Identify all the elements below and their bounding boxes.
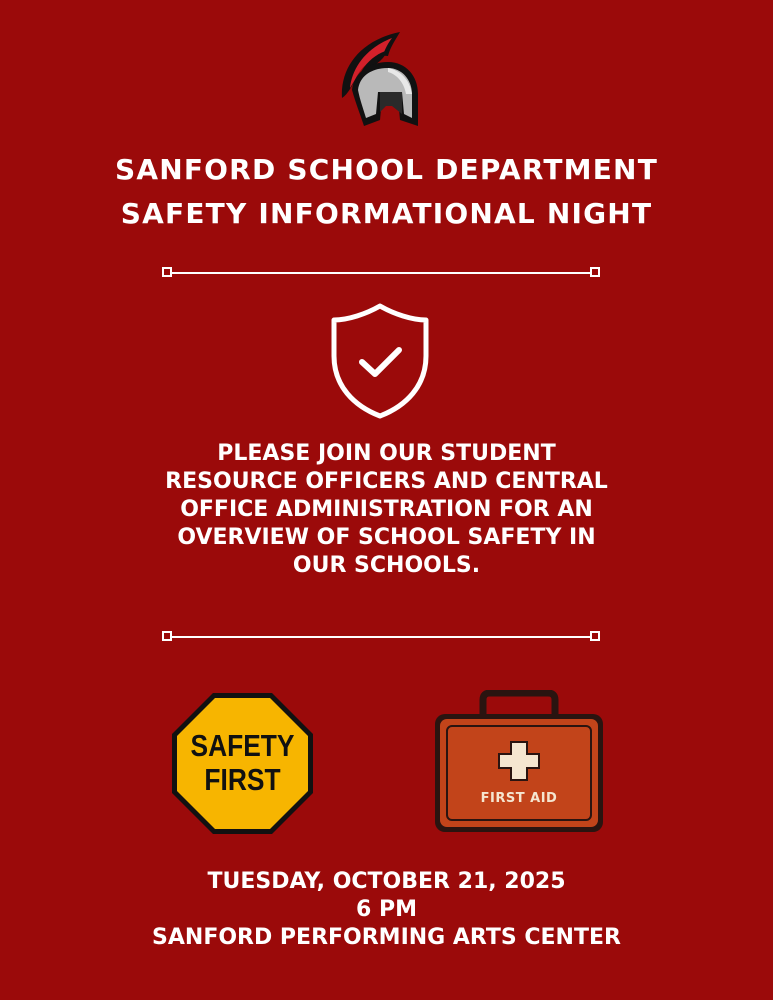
divider-top [162,266,600,280]
event-date: TUESDAY, OCTOBER 21, 2025 [207,869,566,894]
sign-text-line-2: FIRST [204,762,281,797]
sign-text-line-1: SAFETY [190,728,295,763]
title-line-1: SANFORD SCHOOL DEPARTMENT [114,153,658,186]
spartan-helmet-logo [330,28,422,130]
event-time: 6 PM [356,897,417,922]
title-line-2: SAFETY INFORMATIONAL NIGHT [120,197,653,230]
first-aid-kit [433,690,605,835]
event-description: PLEASE JOIN OUR STUDENT RESOURCE OFFICERS AND CENTRAL OFFICE ADMINISTRATION FOR AN OVERVIEW OF SCHOOL SAFETY IN OUR SCHOOLS. [165,441,608,578]
event-venue: SANFORD PERFORMING ARTS CENTER [152,925,621,950]
shield-check-icon [328,300,432,422]
first-aid-label: FIRST AID [480,791,558,806]
safety-first-sign [170,691,315,836]
divider-bottom [162,630,600,644]
